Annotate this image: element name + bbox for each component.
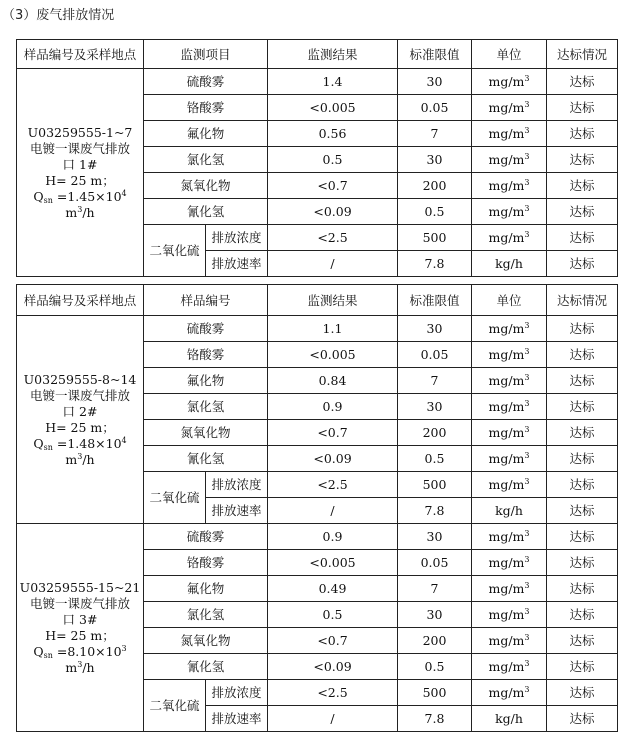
limit-value: 0.5: [398, 654, 472, 680]
table-row: [17, 524, 618, 550]
result-value: /: [268, 251, 398, 277]
table-row: [17, 69, 618, 95]
compliance-status: 达标: [547, 706, 618, 732]
limit-value: 7: [398, 576, 472, 602]
flow-exponent: 4: [121, 435, 127, 445]
flow-symbol: Q: [33, 435, 44, 451]
result-value: <0.09: [268, 654, 398, 680]
limit-value: 0.5: [398, 199, 472, 225]
unit-value: $mg/m^3$: [472, 420, 547, 446]
result-value: <2.5: [268, 472, 398, 498]
so2-subitem: 排放速率: [206, 706, 268, 732]
flow-exponent: 3: [121, 643, 127, 653]
flow-symbol: Q: [33, 188, 44, 204]
unit-value: $mg/m^3$: [472, 550, 547, 576]
result-value: /: [268, 498, 398, 524]
outlet-port: 口 1#: [62, 156, 98, 172]
unit-value: $mg/m^3$: [472, 173, 547, 199]
result-value: <2.5: [268, 680, 398, 706]
compliance-status: 达标: [547, 550, 618, 576]
pollutant-name: 氟化物: [144, 121, 268, 147]
so2-subitem: 排放浓度: [206, 472, 268, 498]
limit-value: 0.5: [398, 446, 472, 472]
sample-site-cell: [17, 524, 144, 732]
compliance-status: 达标: [547, 316, 618, 342]
outlet-port: 口 3#: [62, 611, 98, 627]
result-value: <0.005: [268, 550, 398, 576]
limit-value: 30: [398, 147, 472, 173]
pollutant-name: 氟化物: [144, 576, 268, 602]
limit-value: 30: [398, 316, 472, 342]
unit-value: $mg/m^3$: [472, 524, 547, 550]
flow-rate: [17, 189, 143, 221]
compliance-status: 达标: [547, 225, 618, 251]
pollutant-name: 氰化氢: [144, 446, 268, 472]
result-value: 0.5: [268, 602, 398, 628]
compliance-status: 达标: [547, 394, 618, 420]
unit-value: $mg/m^3$: [472, 225, 547, 251]
header-item: 监测项目: [144, 40, 268, 69]
limit-value: 7.8: [398, 498, 472, 524]
header-site: 样品编号及采样地点: [17, 40, 144, 69]
limit-value: 0.05: [398, 550, 472, 576]
result-value: /: [268, 706, 398, 732]
limit-value: 30: [398, 394, 472, 420]
compliance-status: 达标: [547, 654, 618, 680]
unit-value: $mg/m^3$: [472, 368, 547, 394]
header-unit: 单位: [472, 285, 547, 316]
flow-unit: $m^3/h$: [65, 204, 95, 220]
flow-rate: [17, 644, 143, 676]
result-value: <0.7: [268, 173, 398, 199]
flow-subscript: sn: [43, 650, 53, 660]
outlet-port: 口 2#: [62, 403, 98, 419]
so2-label: 二氧化硫: [144, 680, 206, 732]
compliance-status: 达标: [547, 680, 618, 706]
pollutant-name: 氯化氢: [144, 394, 268, 420]
limit-value: 200: [398, 173, 472, 199]
compliance-status: 达标: [547, 95, 618, 121]
unit-value: $mg/m^3$: [472, 316, 547, 342]
so2-label: 二氧化硫: [144, 225, 206, 277]
result-value: 0.84: [268, 368, 398, 394]
result-value: <0.7: [268, 420, 398, 446]
compliance-status: 达标: [547, 576, 618, 602]
compliance-status: 达标: [547, 199, 618, 225]
compliance-status: 达标: [547, 251, 618, 277]
pollutant-name: 铬酸雾: [144, 342, 268, 368]
result-value: 0.5: [268, 147, 398, 173]
compliance-status: 达标: [547, 368, 618, 394]
result-value: 1.1: [268, 316, 398, 342]
outlet-name: 电镀一课废气排放: [29, 387, 130, 403]
result-value: 0.9: [268, 394, 398, 420]
header-limit: 标准限值: [398, 285, 472, 316]
pollutant-name: 氟化物: [144, 368, 268, 394]
pollutant-name: 氯化氢: [144, 602, 268, 628]
result-value: <0.09: [268, 446, 398, 472]
limit-value: 0.05: [398, 342, 472, 368]
pollutant-name: 氮氧化物: [144, 628, 268, 654]
section-title: （3）废气排放情况: [2, 8, 115, 23]
limit-value: 200: [398, 420, 472, 446]
stack-height: H= 25 m；: [45, 172, 115, 188]
compliance-status: 达标: [547, 498, 618, 524]
flow-subscript: sn: [43, 195, 53, 205]
compliance-status: 达标: [547, 69, 618, 95]
header-unit: 单位: [472, 40, 547, 69]
flow-value: =1.45×10: [52, 188, 122, 204]
sample-site-cell: [17, 316, 144, 524]
pollutant-name: 铬酸雾: [144, 550, 268, 576]
header-result: 监测结果: [268, 285, 398, 316]
pollutant-name: 硫酸雾: [144, 316, 268, 342]
compliance-status: 达标: [547, 446, 618, 472]
limit-value: 500: [398, 225, 472, 251]
limit-value: 30: [398, 69, 472, 95]
unit-value: kg/h: [472, 498, 547, 524]
compliance-status: 达标: [547, 420, 618, 446]
so2-label: 二氧化硫: [144, 472, 206, 524]
result-value: <0.7: [268, 628, 398, 654]
header-result: 监测结果: [268, 40, 398, 69]
unit-value: $mg/m^3$: [472, 342, 547, 368]
pollutant-name: 氰化氢: [144, 199, 268, 225]
flow-rate: [17, 436, 143, 468]
header-limit: 标准限值: [398, 40, 472, 69]
limit-value: 0.05: [398, 95, 472, 121]
exhaust-table-2: [16, 284, 618, 732]
result-value: 1.4: [268, 69, 398, 95]
so2-subitem: 排放速率: [206, 251, 268, 277]
flow-value: =1.48×10: [52, 435, 122, 451]
result-value: <0.09: [268, 199, 398, 225]
limit-value: 7.8: [398, 706, 472, 732]
outlet-name: 电镀一课废气排放: [29, 595, 130, 611]
compliance-status: 达标: [547, 602, 618, 628]
result-value: 0.9: [268, 524, 398, 550]
result-value: 0.49: [268, 576, 398, 602]
unit-value: $mg/m^3$: [472, 69, 547, 95]
flow-unit: $m^3/h$: [65, 659, 95, 675]
compliance-status: 达标: [547, 121, 618, 147]
pollutant-name: 氰化氢: [144, 654, 268, 680]
sample-site-cell: [17, 69, 144, 277]
unit-value: $mg/m^3$: [472, 576, 547, 602]
pollutant-name: 氯化氢: [144, 147, 268, 173]
compliance-status: 达标: [547, 628, 618, 654]
unit-value: $mg/m^3$: [472, 654, 547, 680]
compliance-status: 达标: [547, 342, 618, 368]
unit-value: $mg/m^3$: [472, 394, 547, 420]
sample-id: U03259555-8~14: [23, 371, 137, 387]
unit-value: $mg/m^3$: [472, 628, 547, 654]
so2-subitem: 排放速率: [206, 498, 268, 524]
sample-id: U03259555-15~21: [19, 579, 141, 595]
compliance-status: 达标: [547, 472, 618, 498]
unit-value: $mg/m^3$: [472, 95, 547, 121]
pollutant-name: 氮氧化物: [144, 420, 268, 446]
sample-id: U03259555-1~7: [27, 124, 133, 140]
unit-value: kg/h: [472, 251, 547, 277]
result-value: 0.56: [268, 121, 398, 147]
unit-value: $mg/m^3$: [472, 446, 547, 472]
unit-value: $mg/m^3$: [472, 121, 547, 147]
header-item: 样品编号: [144, 285, 268, 316]
pollutant-name: 硫酸雾: [144, 69, 268, 95]
compliance-status: 达标: [547, 147, 618, 173]
header-status: 达标情况: [547, 40, 618, 69]
stack-height: H= 25 m；: [45, 419, 115, 435]
result-value: <0.005: [268, 342, 398, 368]
flow-subscript: sn: [43, 442, 53, 452]
flow-symbol: Q: [33, 643, 44, 659]
unit-value: kg/h: [472, 706, 547, 732]
limit-value: 7: [398, 368, 472, 394]
compliance-status: 达标: [547, 524, 618, 550]
stack-height: H= 25 m；: [45, 627, 115, 643]
so2-subitem: 排放浓度: [206, 680, 268, 706]
limit-value: 7: [398, 121, 472, 147]
exhaust-table-1: [16, 39, 618, 277]
table-row: [17, 316, 618, 342]
so2-subitem: 排放浓度: [206, 225, 268, 251]
limit-value: 200: [398, 628, 472, 654]
limit-value: 7.8: [398, 251, 472, 277]
header-site: 样品编号及采样地点: [17, 285, 144, 316]
pollutant-name: 硫酸雾: [144, 524, 268, 550]
limit-value: 500: [398, 472, 472, 498]
flow-value: =8.10×10: [52, 643, 122, 659]
table-header-row: [17, 40, 618, 69]
limit-value: 500: [398, 680, 472, 706]
result-value: <2.5: [268, 225, 398, 251]
flow-exponent: 4: [121, 188, 127, 198]
unit-value: $mg/m^3$: [472, 602, 547, 628]
flow-unit: $m^3/h$: [65, 451, 95, 467]
compliance-status: 达标: [547, 173, 618, 199]
table-header-row: [17, 285, 618, 316]
outlet-name: 电镀一课废气排放: [29, 140, 130, 156]
limit-value: 30: [398, 602, 472, 628]
pollutant-name: 氮氧化物: [144, 173, 268, 199]
unit-value: $mg/m^3$: [472, 680, 547, 706]
unit-value: $mg/m^3$: [472, 147, 547, 173]
pollutant-name: 铬酸雾: [144, 95, 268, 121]
unit-value: $mg/m^3$: [472, 472, 547, 498]
unit-value: $mg/m^3$: [472, 199, 547, 225]
limit-value: 30: [398, 524, 472, 550]
header-status: 达标情况: [547, 285, 618, 316]
result-value: <0.005: [268, 95, 398, 121]
